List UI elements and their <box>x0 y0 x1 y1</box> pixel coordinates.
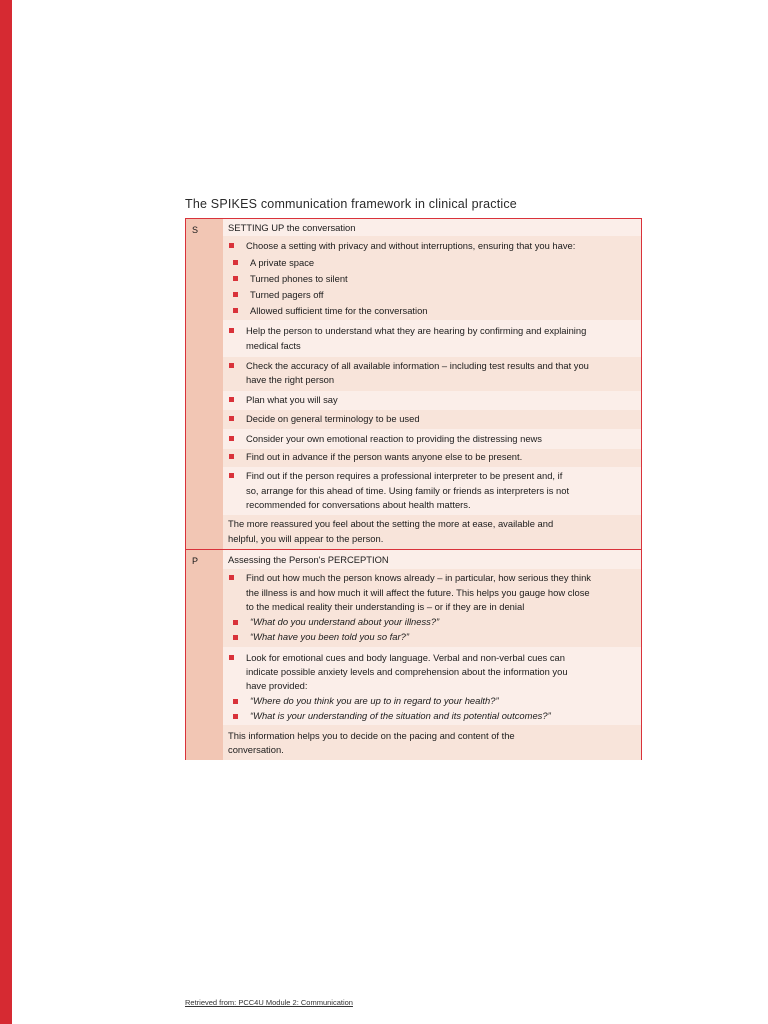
section-s-note <box>223 515 641 549</box>
sub-item-text: Turned phones to silent <box>250 273 348 284</box>
note-text: The more reassured you feel about the setting the more at ease, available and <box>228 518 554 529</box>
section-s-letter: S <box>192 225 199 235</box>
item-text: medical facts <box>246 340 301 351</box>
section-p-heading: Assessing the Person's PERCEPTION <box>228 554 389 565</box>
section-p-letter-cell <box>186 550 223 760</box>
bullet-icon <box>233 276 238 281</box>
bullet-icon <box>229 436 234 441</box>
item-text: Find out how much the person knows already – in particular, how serious they think <box>246 572 591 583</box>
item-text: Help the person to understand what they are hearing by confirming and explaining <box>246 325 587 336</box>
list-item <box>223 449 641 467</box>
bullet-icon <box>229 416 234 421</box>
bullet-icon <box>233 635 238 640</box>
item-text: so, arrange for this ahead of time. Using family or friends as interpreters is not <box>246 485 570 496</box>
item-text: Find out in advance if the person wants anyone else to be present. <box>246 451 523 462</box>
item-text: the illness is and how much it will affect the future. This helps you gauge how close <box>246 587 590 598</box>
section-p-letter: P <box>192 556 199 566</box>
source-footer: Retrieved from: PCC4U Module 2: Communication <box>185 998 353 1007</box>
list-item <box>223 410 641 429</box>
bullet-icon <box>229 655 234 660</box>
item-text: Look for emotional cues and body language. Verbal and non-verbal cues can <box>246 652 565 663</box>
item-text: recommended for conversations about health matters. <box>246 499 471 510</box>
list-item <box>223 647 641 725</box>
sub-item-text: Turned pagers off <box>250 289 324 300</box>
item-text: have provided: <box>246 680 308 691</box>
bullet-icon <box>233 260 238 265</box>
section-s-heading-row <box>223 219 641 236</box>
sub-item-text: “What have you been told you so far?” <box>250 631 409 642</box>
list-item <box>223 467 641 515</box>
bullet-icon <box>229 243 234 248</box>
section-s-heading: SETTING UP the conversation <box>228 222 356 233</box>
list-item <box>223 429 641 449</box>
section-p-heading-row <box>223 550 641 569</box>
bullet-icon <box>229 473 234 478</box>
page-title: The SPIKES communication framework in clinical practice <box>185 197 517 211</box>
item-text: Decide on general terminology to be used <box>246 413 420 424</box>
note-text: helpful, you will appear to the person. <box>228 533 384 544</box>
item-text: Consider your own emotional reaction to providing the distressing news <box>246 433 542 444</box>
list-item <box>223 320 641 357</box>
sub-item-text: “What do you understand about your illness?” <box>250 616 440 627</box>
list-item <box>223 569 641 647</box>
section-s-letter-cell <box>186 219 223 549</box>
item-text: indicate possible anxiety levels and comprehension about the information you <box>246 666 568 677</box>
list-item <box>223 357 641 391</box>
bullet-icon <box>229 397 234 402</box>
bullet-icon <box>229 363 234 368</box>
bullet-icon <box>233 292 238 297</box>
item-text: Check the accuracy of all available information – including test results and that you <box>246 360 589 371</box>
sub-item-text: Allowed sufficient time for the conversation <box>250 305 428 316</box>
bullet-icon <box>233 308 238 313</box>
sub-item-text: “Where do you think you are up to in regard to your health?” <box>250 695 499 706</box>
section-p-note <box>223 725 641 760</box>
bullet-icon <box>233 699 238 704</box>
spikes-table <box>185 218 642 760</box>
item-text: Plan what you will say <box>246 394 338 405</box>
item-text: Choose a setting with privacy and without interruptions, ensuring that you have: <box>246 240 576 251</box>
sub-item-text: A private space <box>250 257 315 268</box>
item-text: to the medical reality their understanding is – or if they are in denial <box>246 601 525 612</box>
bullet-icon <box>229 454 234 459</box>
item-text: Find out if the person requires a professional interpreter to be present and, if <box>246 470 563 481</box>
sub-item-text: “What is your understanding of the situation and its potential outcomes?” <box>250 710 551 721</box>
bullet-icon <box>233 620 238 625</box>
list-item <box>223 236 641 320</box>
bullet-icon <box>229 328 234 333</box>
note-text: This information helps you to decide on the pacing and content of the <box>228 730 515 741</box>
note-text: conversation. <box>228 744 284 755</box>
bullet-icon <box>229 575 234 580</box>
left-accent-stripe <box>0 0 12 1024</box>
item-text: have the right person <box>246 374 335 385</box>
bullet-icon <box>233 714 238 719</box>
list-item <box>223 391 641 410</box>
